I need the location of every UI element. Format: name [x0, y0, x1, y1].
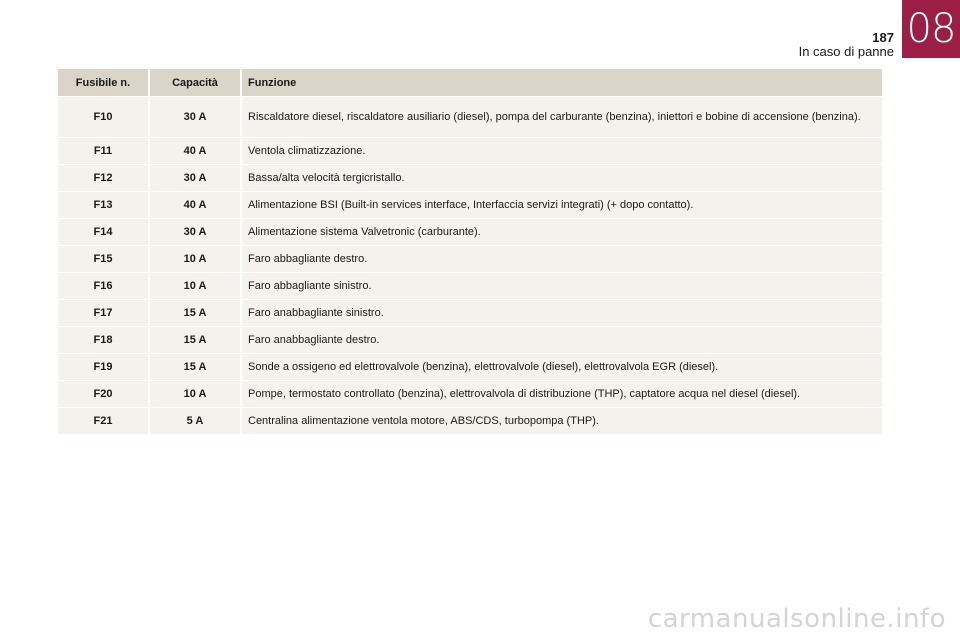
table-row — [58, 246, 884, 272]
fuse-capacity: 30 A — [150, 219, 242, 245]
table-row — [58, 165, 884, 191]
fuse-number: F14 — [58, 219, 150, 245]
fuse-number: F12 — [58, 165, 150, 191]
fuse-number: F18 — [58, 327, 150, 353]
table-row — [58, 273, 884, 299]
watermark: carmanualsonline.info — [647, 604, 946, 634]
fuse-function: Alimentazione sistema Valvetronic (carburante). — [242, 219, 884, 245]
fuse-function: Centralina alimentazione ventola motore, ABS/CDS, turbopompa (THP). — [242, 408, 884, 434]
table-row — [58, 300, 884, 326]
fuse-table — [58, 68, 884, 435]
table-row — [58, 327, 884, 353]
table-row — [58, 381, 884, 407]
fuse-function: Faro anabbagliante sinistro. — [242, 300, 884, 326]
column-header-function: Funzione — [242, 69, 884, 96]
fuse-function: Sonde a ossigeno ed elettrovalvole (benzina), elettrovalvole (diesel), elettrovalvola EGR (diesel). — [242, 354, 884, 380]
fuse-number: F17 — [58, 300, 150, 326]
fuse-number: F16 — [58, 273, 150, 299]
fuse-number: F19 — [58, 354, 150, 380]
fuse-capacity: 40 A — [150, 138, 242, 164]
table-row — [58, 354, 884, 380]
chapter-tab: 08 — [902, 0, 960, 58]
fuse-number: F13 — [58, 192, 150, 218]
fuse-capacity: 5 A — [150, 408, 242, 434]
fuse-capacity: 10 A — [150, 381, 242, 407]
page-number: 187 — [872, 30, 894, 45]
fuse-capacity: 15 A — [150, 354, 242, 380]
column-header-fuse: Fusibile n. — [58, 69, 150, 96]
table-header-row — [58, 69, 884, 96]
fuse-function: Faro anabbagliante destro. — [242, 327, 884, 353]
fuse-number: F15 — [58, 246, 150, 272]
fuse-number: F10 — [58, 97, 150, 137]
table-row — [58, 97, 884, 137]
fuse-function: Faro abbagliante destro. — [242, 246, 884, 272]
fuse-function: Ventola climatizzazione. — [242, 138, 884, 164]
fuse-number: F20 — [58, 381, 150, 407]
fuse-function: Alimentazione BSI (Built-in services interface, Interfaccia servizi integrati) (+ dopo contatto). — [242, 192, 884, 218]
fuse-number: F11 — [58, 138, 150, 164]
fuse-capacity: 15 A — [150, 327, 242, 353]
table-row — [58, 192, 884, 218]
fuse-capacity: 40 A — [150, 192, 242, 218]
fuse-capacity: 30 A — [150, 165, 242, 191]
fuse-number: F21 — [58, 408, 150, 434]
fuse-function: Faro abbagliante sinistro. — [242, 273, 884, 299]
table-row — [58, 408, 884, 434]
fuse-function: Bassa/alta velocità tergicristallo. — [242, 165, 884, 191]
fuse-function: Riscaldatore diesel, riscaldatore ausiliario (diesel), pompa del carburante (benzina), iniettori e bobine di accensione (benzina). — [242, 97, 884, 137]
section-title: In caso di panne — [798, 44, 894, 59]
table-row — [58, 219, 884, 245]
fuse-function: Pompe, termostato controllato (benzina), elettrovalvola di distribuzione (THP), captatore acqua nel diesel (diesel). — [242, 381, 884, 407]
fuse-capacity: 15 A — [150, 300, 242, 326]
fuse-capacity: 10 A — [150, 273, 242, 299]
column-header-capacity: Capacità — [150, 69, 242, 96]
fuse-capacity: 10 A — [150, 246, 242, 272]
fuse-capacity: 30 A — [150, 97, 242, 137]
table-row — [58, 138, 884, 164]
